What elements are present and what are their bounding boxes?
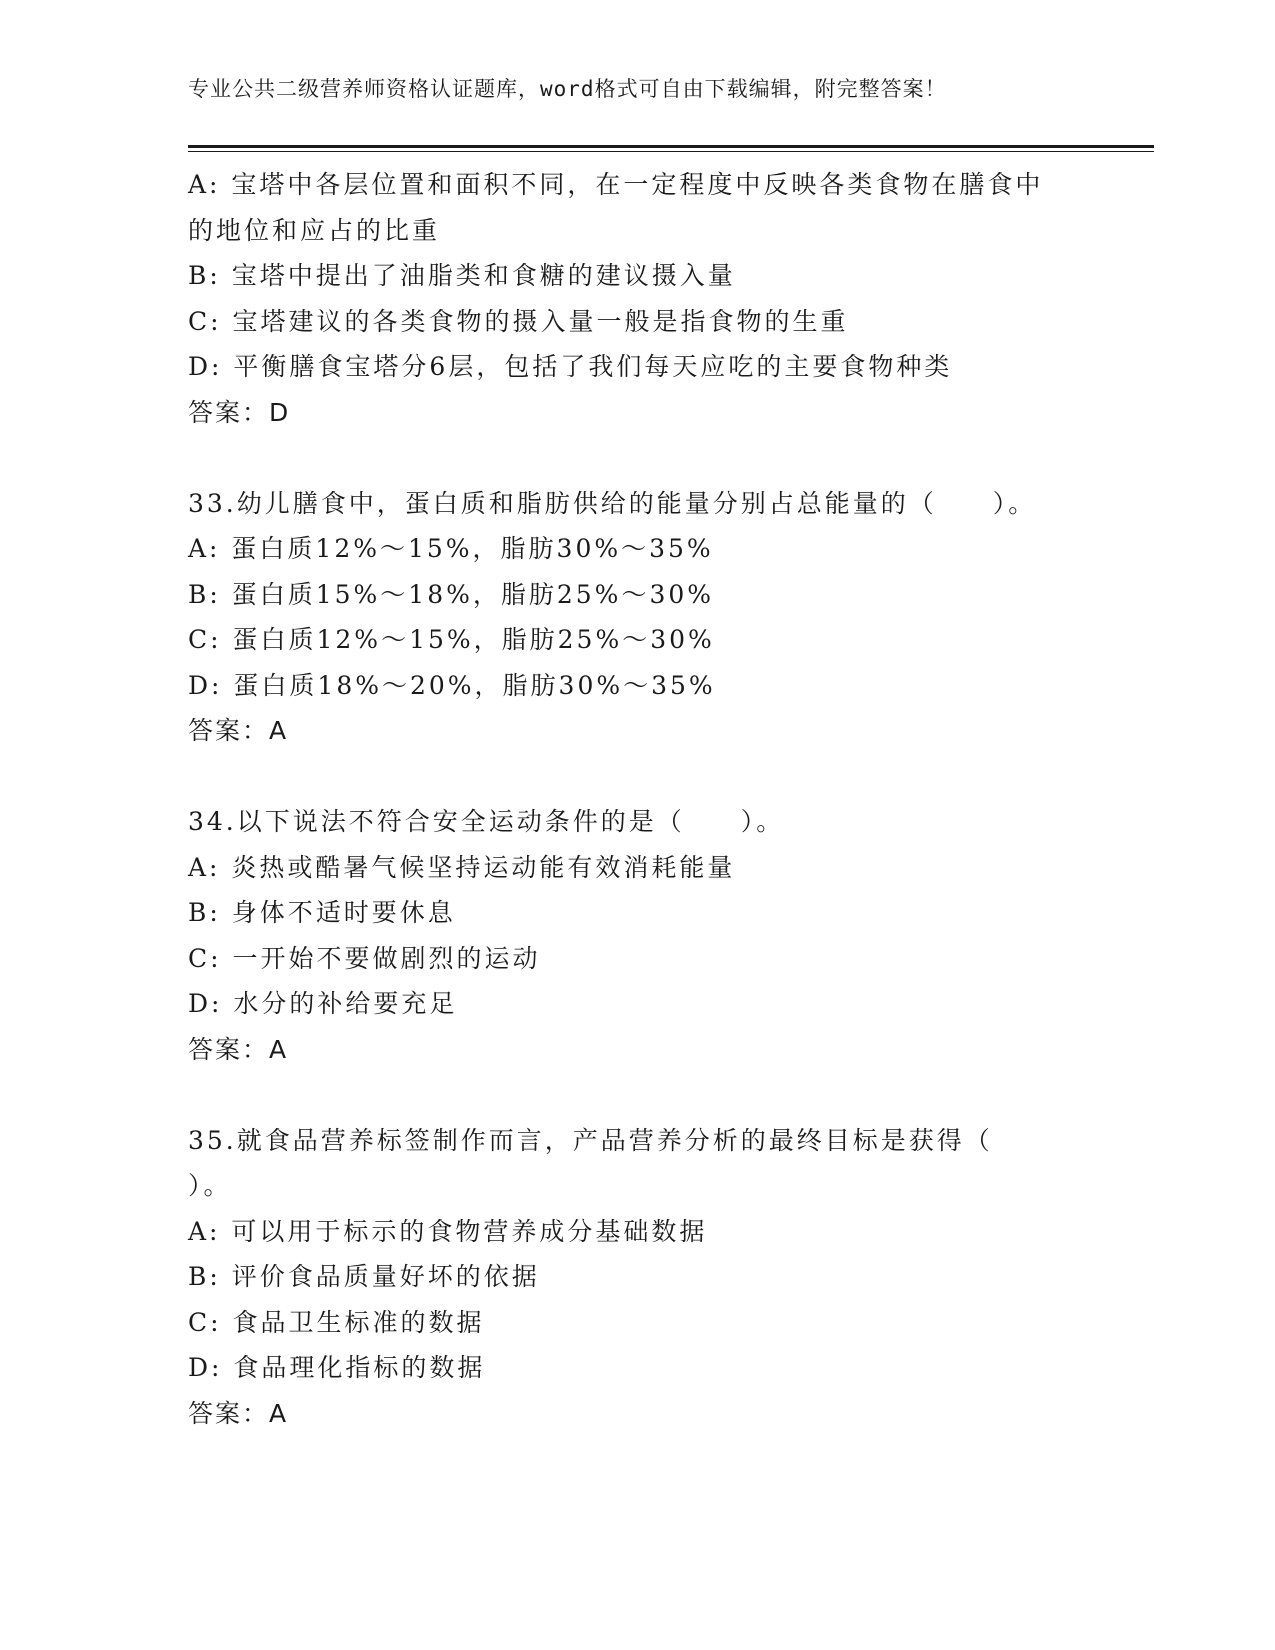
option-b: B: 蛋白质15%～18%，脂肪25%～30% bbox=[188, 579, 715, 609]
question-34-block bbox=[188, 799, 1088, 1072]
option-b: B: 评价食品质量好坏的依据 bbox=[188, 1262, 540, 1291]
spacer bbox=[188, 1072, 1088, 1118]
answer: 答案：A bbox=[188, 716, 289, 745]
option-a: A: 可以用于标示的食物营养成分基础数据 bbox=[188, 1216, 708, 1246]
question-35-block bbox=[188, 1118, 1088, 1437]
option-d: D: 水分的补给要充足 bbox=[188, 989, 458, 1018]
spacer bbox=[188, 435, 1088, 481]
question-33-block bbox=[188, 481, 1088, 754]
spacer bbox=[188, 754, 1088, 800]
option-a: A: 炎热或酷暑气候坚持运动能有效消耗能量 bbox=[188, 852, 736, 882]
option-c: C: 宝塔建议的各类食物的摄入量一般是指食物的生重 bbox=[188, 306, 849, 336]
question-text: 35.就食品营养标签制作而言，产品营养分析的最终目标是获得（ bbox=[188, 1125, 993, 1155]
header-rule-thin bbox=[188, 151, 1154, 152]
option-a: A: 蛋白质12%～15%，脂肪30%～35% bbox=[188, 534, 714, 563]
question-text: 34.以下说法不符合安全运动条件的是（ ）。 bbox=[188, 807, 785, 836]
answer: 答案：A bbox=[188, 1034, 289, 1064]
option-d: D: 蛋白质18%～20%，脂肪30%～35% bbox=[188, 670, 716, 700]
option-a-continuation: 的地位和应占的比重 bbox=[188, 215, 441, 245]
option-b: B: 宝塔中提出了油脂类和食糖的建议摄入量 bbox=[188, 261, 736, 290]
question-text-continuation: ）。 bbox=[188, 1171, 232, 1200]
question-32-block bbox=[188, 162, 1088, 435]
option-b: B: 身体不适时要休息 bbox=[188, 898, 456, 927]
page-header: 专业公共二级营养师资格认证题库，word格式可自由下载编辑，附完整答案！ bbox=[188, 77, 947, 101]
answer: 答案：A bbox=[188, 1398, 289, 1428]
answer: 答案：D bbox=[188, 397, 291, 427]
option-c: C: 一开始不要做剧烈的运动 bbox=[188, 943, 541, 973]
option-a: A: 宝塔中各层位置和面积不同，在一定程度中反映各类食物在膳食中 bbox=[188, 170, 1044, 199]
option-d: D: 平衡膳食宝塔分6层，包括了我们每天应吃的主要食物种类 bbox=[188, 352, 953, 381]
option-d: D: 食品理化指标的数据 bbox=[188, 1353, 486, 1382]
question-content bbox=[188, 162, 1088, 1436]
option-c: C: 食品卫生标准的数据 bbox=[188, 1307, 485, 1337]
option-c: C: 蛋白质12%～15%，脂肪25%～30% bbox=[188, 625, 715, 654]
question-text: 33.幼儿膳食中，蛋白质和脂肪供给的能量分别占总能量的（ ）。 bbox=[188, 488, 1037, 518]
header-rule-thick bbox=[188, 145, 1154, 148]
